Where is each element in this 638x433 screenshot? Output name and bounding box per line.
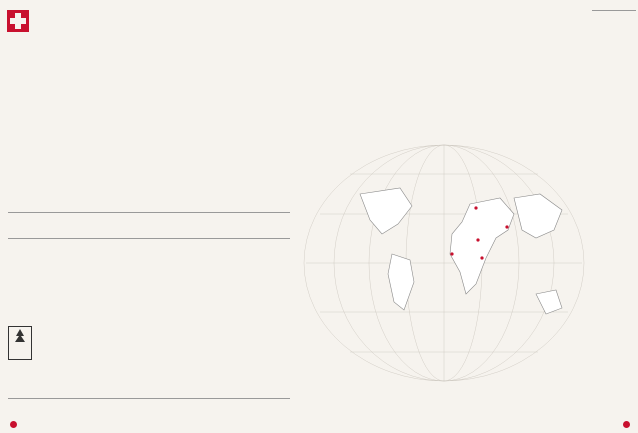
uganda-marker bbox=[480, 256, 483, 259]
contacts-section bbox=[8, 214, 290, 216]
thanks-column bbox=[124, 9, 204, 19]
footer-dot bbox=[623, 421, 630, 429]
fsc-certification-icon bbox=[8, 326, 32, 360]
emergency-logo bbox=[6, 10, 30, 50]
world-map bbox=[300, 134, 588, 392]
sierra-leone-marker bbox=[450, 252, 453, 255]
sudan-marker bbox=[476, 238, 479, 241]
mediterranean-marker bbox=[474, 206, 477, 209]
donate-column bbox=[208, 9, 290, 12]
afghanistan-marker bbox=[505, 225, 508, 228]
page-number-left bbox=[10, 421, 17, 429]
privacy-section bbox=[8, 240, 290, 242]
emergency-cross-icon bbox=[7, 10, 29, 32]
